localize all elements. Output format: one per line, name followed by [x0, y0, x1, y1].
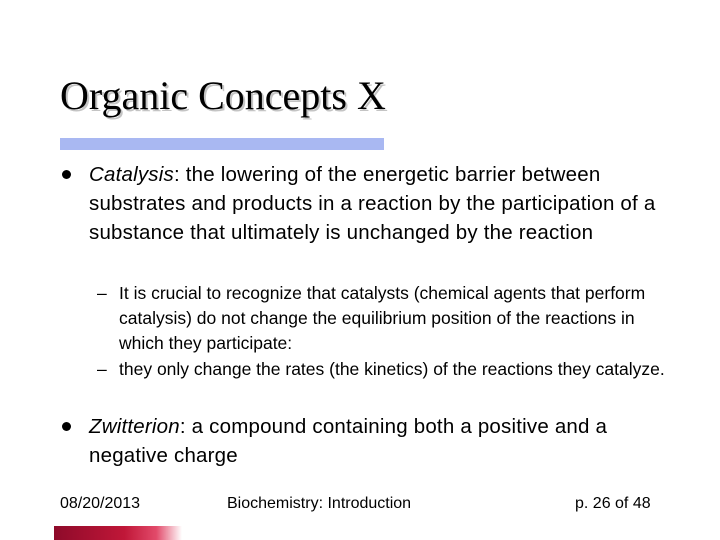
subbullet-kinetics: [97, 357, 672, 382]
bullet-catalysis: [62, 160, 662, 247]
bullet-term: Zwitterion: [89, 415, 180, 438]
bullet-definition: : the lowering of the energetic barrier between substrates and products in a reaction by the participation of a substance that ultimately is unchanged by the reaction: [89, 163, 656, 244]
dash-icon: –: [97, 283, 107, 303]
bullet-term: Catalysis: [89, 163, 174, 186]
subbullet-text: It is crucial to recognize that catalysts (chemical agents that perform catalysis) do not change the equilibrium position of the reactions in which they participate:: [119, 283, 646, 353]
bullet-text: [89, 160, 662, 247]
title-underline-bar: [60, 138, 384, 150]
dash-icon: –: [97, 359, 107, 379]
bullet-definition: : a compound containing both a positive and a negative charge: [89, 415, 608, 467]
bullet-text: [89, 412, 662, 470]
footer-page-number: p. 26 of 48: [575, 495, 651, 512]
bullet-zwitterion: [62, 412, 662, 470]
slide-title: Organic Concepts X: [60, 73, 386, 118]
footer-course-title: Biochemistry: Introduction: [227, 495, 412, 512]
bottom-accent-bar: [54, 526, 182, 540]
subbullet-equilibrium: [97, 281, 672, 356]
bullet-dot-icon: [62, 422, 71, 431]
subbullet-text: they only change the rates (the kinetics) of the reactions they catalyze.: [119, 359, 665, 379]
footer-date: 08/20/2013: [60, 495, 141, 512]
bullet-dot-icon: [62, 170, 71, 179]
